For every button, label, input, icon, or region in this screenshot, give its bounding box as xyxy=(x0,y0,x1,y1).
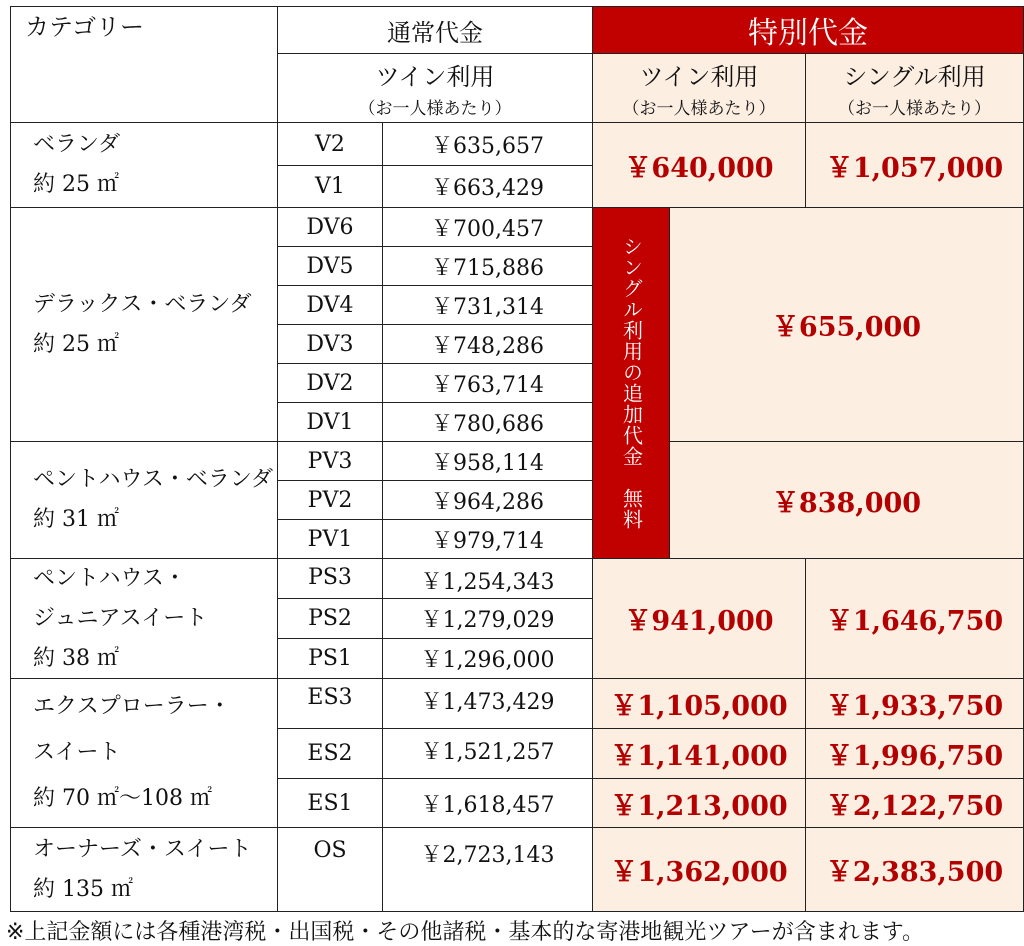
per-person-label: （お一人様あたり） xyxy=(838,99,991,119)
room-price: ￥1,279,029 xyxy=(382,598,593,639)
category-header: カテゴリー xyxy=(25,13,145,41)
category-owners-suite xyxy=(10,827,278,912)
room-code: PV1 xyxy=(277,519,383,559)
special-price-header: 特別代金 xyxy=(592,6,1024,54)
regular-twin-header xyxy=(277,53,593,123)
special-price-twin: ￥1,213,000 xyxy=(592,778,806,828)
special-price-combined: ￥838,000 xyxy=(669,441,1024,559)
special-price-single: ￥2,383,500 xyxy=(805,827,1024,912)
twin-label: ツイン利用 xyxy=(375,63,495,91)
category-veranda xyxy=(10,122,278,208)
room-code: ES2 xyxy=(277,728,383,779)
room-code: V2 xyxy=(277,122,383,166)
room-code: PS3 xyxy=(277,558,383,599)
room-price: ￥1,254,343 xyxy=(382,558,593,599)
category-name-line2: ジュニアスイート xyxy=(33,605,208,631)
twin-label: ツイン利用 xyxy=(639,63,759,91)
room-code: OS xyxy=(277,827,383,912)
room-price: ￥964,286 xyxy=(382,480,593,520)
room-price: ￥731,314 xyxy=(382,285,593,325)
special-price-twin: ￥1,141,000 xyxy=(592,728,806,779)
room-code: PS1 xyxy=(277,638,383,679)
room-code: ES1 xyxy=(277,778,383,828)
room-code: PS2 xyxy=(277,598,383,639)
category-deluxe-veranda xyxy=(10,207,278,442)
special-price-combined: ￥655,000 xyxy=(669,207,1024,442)
per-person-label: （お一人様あたり） xyxy=(622,99,776,119)
room-price: ￥1,473,429 xyxy=(382,678,593,729)
category-name: エクスプローラー・ xyxy=(33,694,231,719)
special-price-single: ￥1,057,000 xyxy=(805,122,1024,208)
category-area: 約 135 ㎡ xyxy=(33,876,133,902)
special-price-twin: ￥640,000 xyxy=(592,122,806,208)
category-header-cell xyxy=(10,6,278,123)
room-price: ￥979,714 xyxy=(382,519,593,559)
room-code: V1 xyxy=(277,165,383,208)
room-code: DV3 xyxy=(277,324,383,364)
single-label: シングル利用 xyxy=(843,63,986,91)
room-code: DV4 xyxy=(277,285,383,325)
room-code: PV3 xyxy=(277,441,383,481)
category-name: ベランダ xyxy=(33,132,121,157)
room-price: ￥763,714 xyxy=(382,363,593,403)
category-name: オーナーズ・スイート xyxy=(33,836,252,862)
special-twin-header xyxy=(592,53,806,123)
special-price-single: ￥1,996,750 xyxy=(805,728,1024,779)
room-code: DV2 xyxy=(277,363,383,403)
special-price-twin: ￥1,362,000 xyxy=(592,827,806,912)
room-price: ￥2,723,143 xyxy=(382,827,593,912)
category-area: 約 38 ㎡ xyxy=(33,645,119,671)
category-area: 約 70 ㎡～108 ㎡ xyxy=(33,786,212,811)
regular-price-header: 通常代金 xyxy=(277,6,593,54)
category-area: 約 25 ㎡ xyxy=(33,331,119,357)
category-name: デラックス・ベランダ xyxy=(33,291,252,317)
room-code: DV1 xyxy=(277,402,383,442)
category-area: 約 31 ㎡ xyxy=(33,507,119,532)
category-penthouse-junior-suite xyxy=(10,558,278,679)
special-price-twin: ￥941,000 xyxy=(592,558,806,679)
special-price-single: ￥1,646,750 xyxy=(805,558,1024,679)
single-supplement-free-note: シングル利用の追加代金 無料 xyxy=(592,207,670,559)
room-code: ES3 xyxy=(277,678,383,729)
special-single-header xyxy=(805,53,1024,123)
room-price: ￥780,686 xyxy=(382,402,593,442)
category-name-line2: スイート xyxy=(33,740,121,765)
room-price: ￥1,521,257 xyxy=(382,728,593,779)
special-price-twin: ￥1,105,000 xyxy=(592,678,806,729)
room-code: PV2 xyxy=(277,480,383,520)
room-price: ￥958,114 xyxy=(382,441,593,481)
footnote: ※上記金額には各種港湾税・出国税・その他諸税・基本的な寄港地観光ツアーが含まれます。 xyxy=(6,920,925,945)
room-price: ￥748,286 xyxy=(382,324,593,364)
room-price: ￥700,457 xyxy=(382,207,593,247)
room-price: ￥663,429 xyxy=(382,165,593,208)
room-code: DV5 xyxy=(277,246,383,286)
room-price: ￥635,657 xyxy=(382,122,593,166)
category-name: ペントハウス・ xyxy=(33,565,186,591)
per-person-label: （お一人様あたり） xyxy=(358,99,512,119)
room-price: ￥1,618,457 xyxy=(382,778,593,828)
room-price: ￥715,886 xyxy=(382,246,593,286)
category-name: ペントハウス・ベランダ xyxy=(33,467,274,492)
category-explorer-suite xyxy=(10,678,278,828)
category-area: 約 25 ㎡ xyxy=(33,172,119,197)
room-code: DV6 xyxy=(277,207,383,247)
special-price-single: ￥1,933,750 xyxy=(805,678,1024,729)
category-penthouse-veranda xyxy=(10,441,278,559)
room-price: ￥1,296,000 xyxy=(382,638,593,679)
special-price-single: ￥2,122,750 xyxy=(805,778,1024,828)
